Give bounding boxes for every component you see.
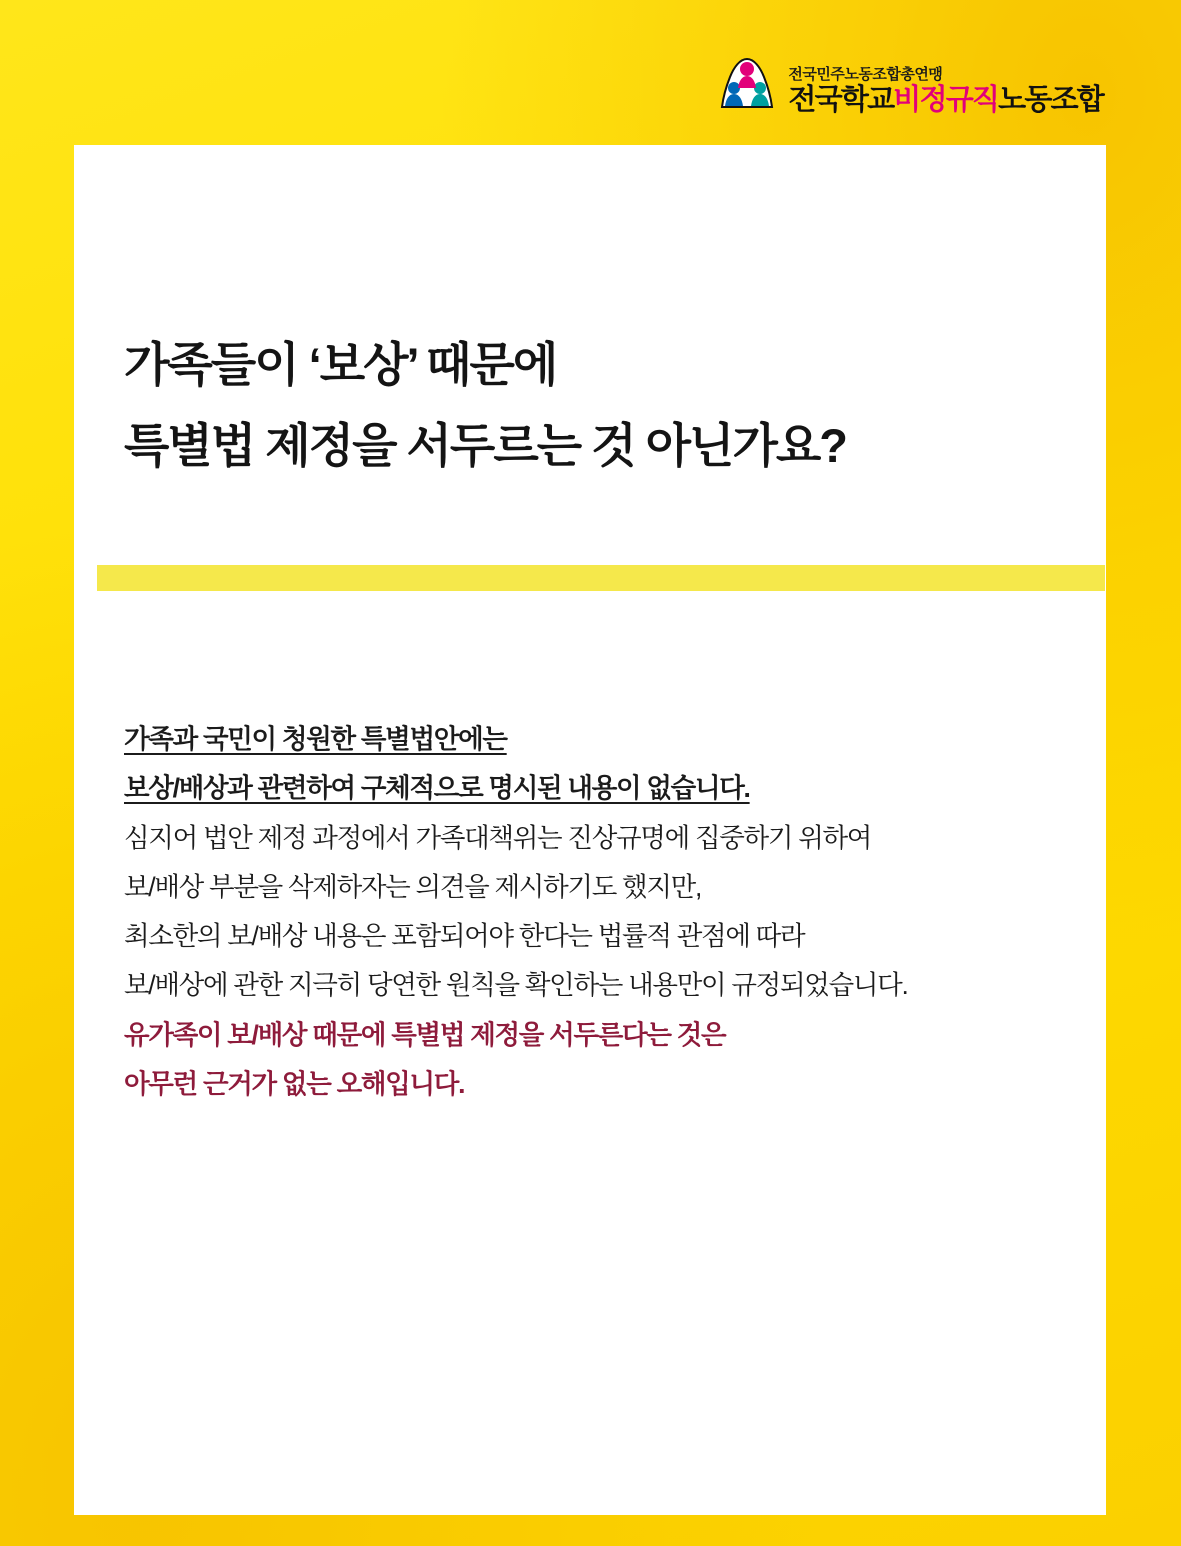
plain-line-2: 보/배상 부분을 삭제하자는 의견을 제시하기도 했지만,: [124, 871, 702, 902]
emphasis-line-1: 가족과 국민이 청원한 특별법안에는: [124, 724, 507, 754]
content-card: [74, 145, 1106, 1515]
emphasis-line-2: 보상/배상과 관련하여 구체적으로 명시된 내용이 없습니다.: [124, 773, 750, 804]
logo-main-part3: 노동조합: [998, 84, 1103, 116]
logo-main-part2: 비정규직: [893, 84, 999, 116]
accent-line-1: 유가족이 보/배상 때문에 특별법 제정을 서두른다는 것은: [124, 1019, 726, 1050]
plain-line-3: 최소한의 보/배상 내용은 포함되어야 한다는 법률적 관점에 따라: [124, 921, 805, 952]
page-title: [124, 325, 1074, 487]
body-text: [124, 715, 1094, 1109]
logo-text-block: [788, 67, 1103, 117]
accent-line-2: 아무런 근거가 없는 오해입니다.: [124, 1068, 465, 1099]
headline-line-1: 가족들이 ‘보상’ 때문에: [124, 338, 557, 391]
plain-line-1: 심지어 법안 제정 과정에서 가족대책위는 진상규명에 집중하기 위하여: [124, 822, 872, 853]
union-family-mark-icon: [716, 55, 778, 117]
section-divider: [97, 565, 1105, 591]
logo-main-text: [788, 86, 1103, 115]
plain-line-4: 보/배상에 관한 지극히 당연한 원칙을 확인하는 내용만이 규정되었습니다.: [124, 970, 908, 1001]
organization-logo: [716, 55, 1103, 117]
headline-line-2: 특별법 제정을 서두르는 것 아닌가요?: [124, 418, 846, 472]
logo-top-text: 전국민주노동조합총연맹: [788, 66, 943, 83]
logo-main-part1: 전국학교: [788, 84, 894, 116]
